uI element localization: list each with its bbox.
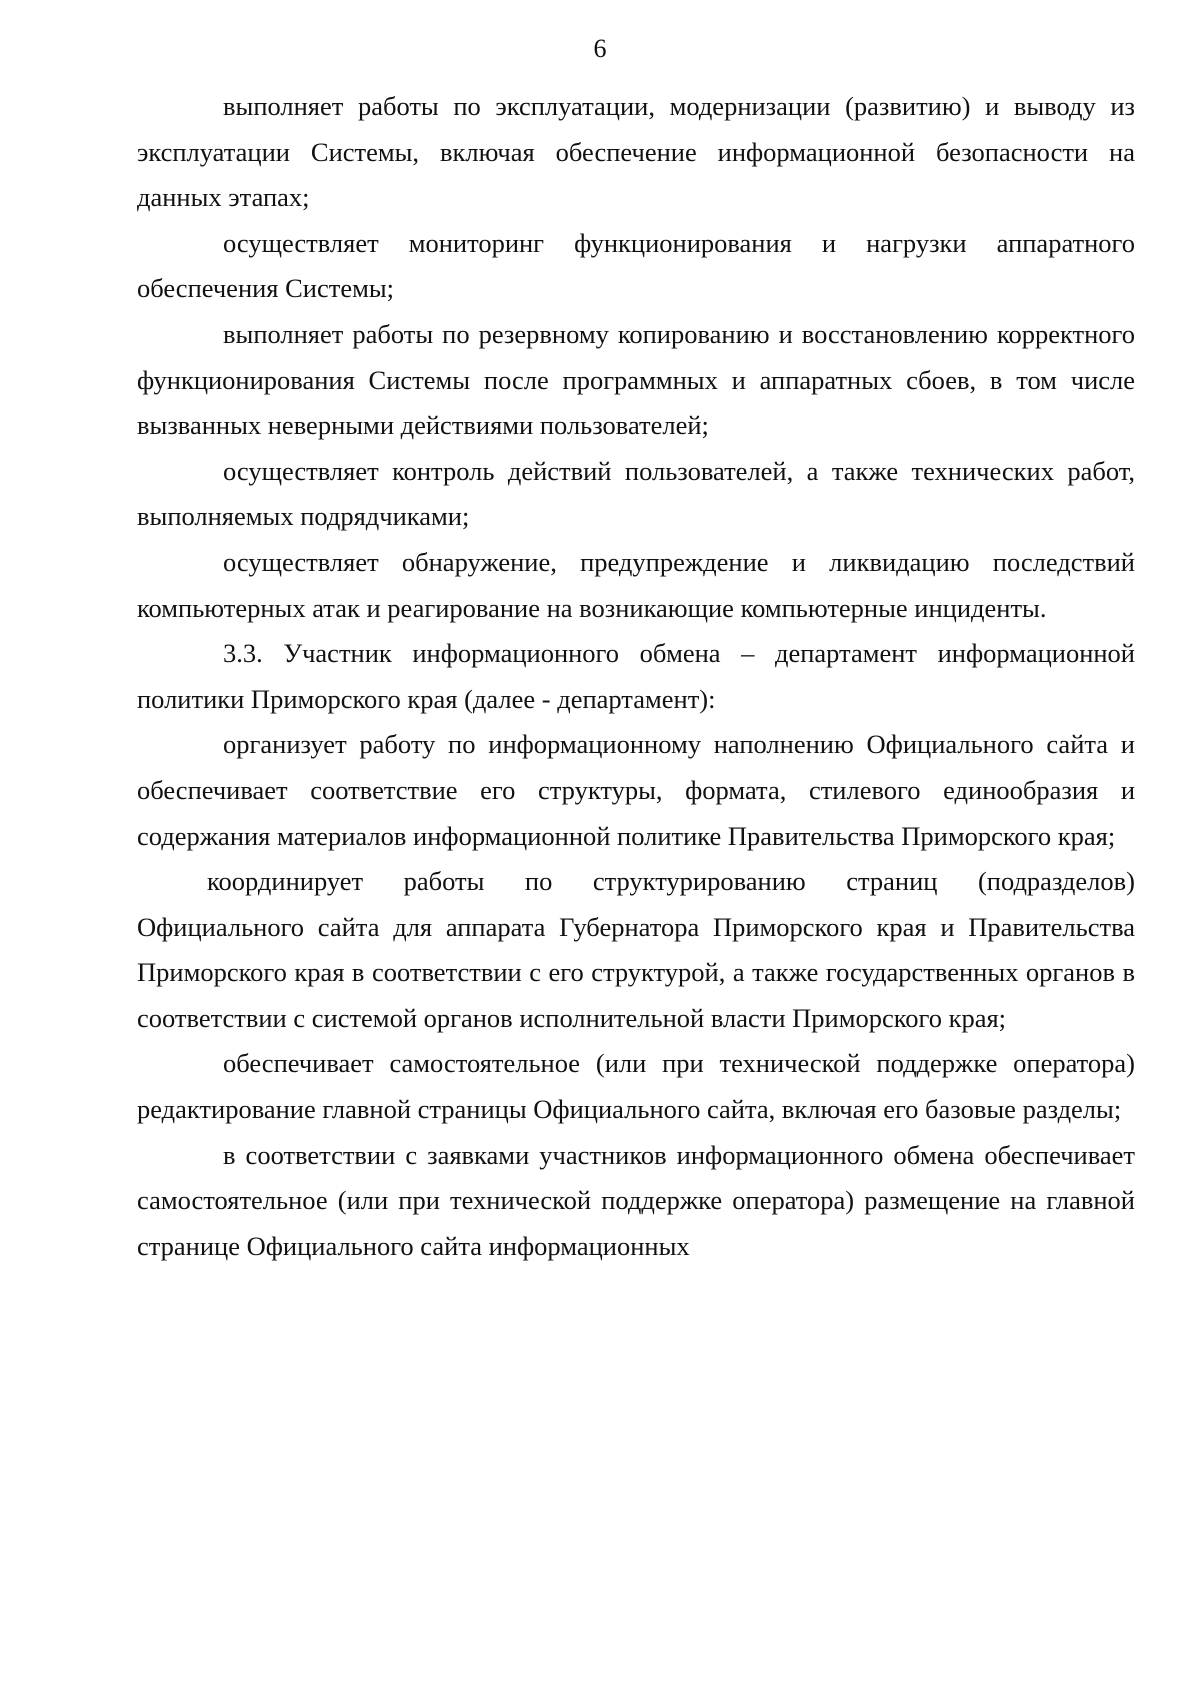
paragraph-backup: выполняет работы по резервному копированию и восстановлению корректного функционирования Системы после программных и аппаратных сбоев, в том числе вызванных неверными действиями пользователей;: [137, 318, 1135, 441]
paragraph-main-page-placement: в соответствии с заявками участников информационного обмена обеспечивает самостоятельное (или при технической поддержке оператора) размещение на главной странице Официального сайта информационных: [137, 1139, 1135, 1261]
document-body: [137, 84, 1135, 1269]
paragraph-site-content: организует работу по информационному наполнению Официального сайта и обеспечивает соответствие его структуры, формата, стилевого единообразия и содержания материалов информационной политике Правительства Приморского края;: [137, 729, 1135, 851]
paragraph-monitoring: осуществляет мониторинг функционирования и нагрузки аппаратного обеспечения Системы;: [137, 227, 1135, 304]
page-number: 6: [593, 34, 607, 63]
paragraph-attack-response: осуществляет обнаружение, предупреждение и ликвидацию последствий компьютерных атак и реагирование на возникающие компьютерные инциденты.: [137, 546, 1135, 623]
paragraph-structuring: координирует работы по структурированию страниц (подразделов) Официального сайта для аппарата Губернатора Приморского края и Правительства Приморского края в соответствии с его структурой, а также государственных органов в соответствии с системой органов исполнительной власти Приморского края;: [137, 866, 1135, 1033]
paragraph-main-page-editing: обеспечивает самостоятельное (или при технической поддержке оператора) редактирование главной страницы Официального сайта, включая его базовые разделы;: [137, 1048, 1135, 1125]
paragraph-operation-works: выполняет работы по эксплуатации, модернизации (развитию) и выводу из эксплуатации Системы, включая обеспечение информационной безопасности на данных этапах;: [137, 91, 1135, 213]
paragraph-user-control: осуществляет контроль действий пользователей, а также технических работ, выполняемых подрядчиками;: [137, 455, 1135, 532]
paragraph-section-3-3: 3.3. Участник информационного обмена – департамент информационной политики Приморского края (далее - департамент):: [137, 638, 1135, 714]
